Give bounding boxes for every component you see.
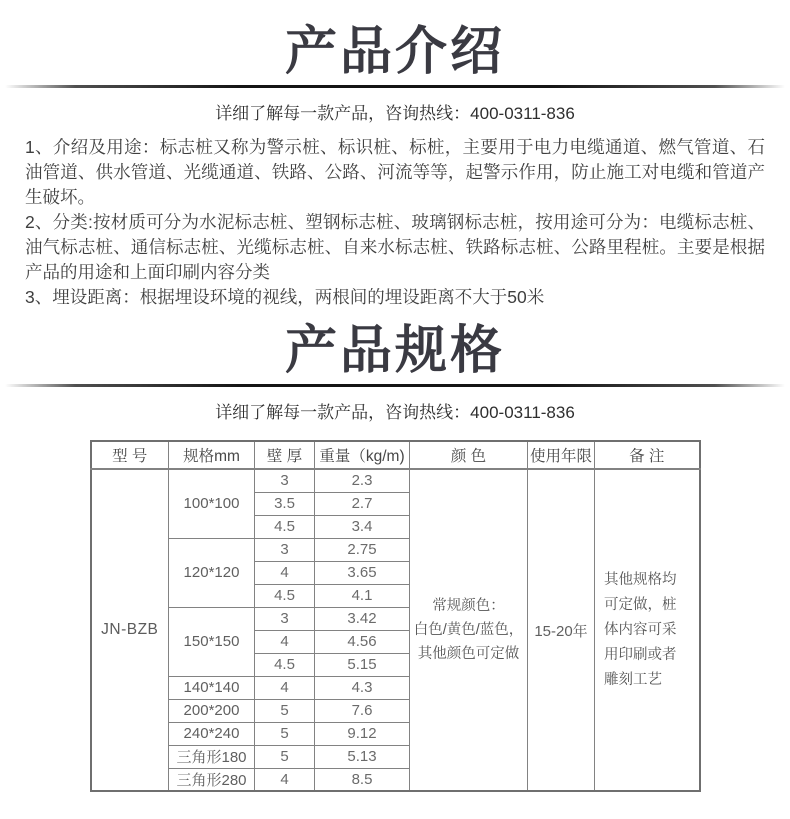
wall-cell: 3 — [255, 538, 315, 561]
weight-cell: 4.1 — [315, 584, 410, 607]
weight-cell: 3.4 — [315, 515, 410, 538]
table-row — [91, 469, 700, 492]
wall-cell: 5 — [255, 722, 315, 745]
wall-cell: 4.5 — [255, 515, 315, 538]
spec-cell: 100*100 — [169, 469, 255, 538]
specs-title: 产品规格 — [284, 322, 505, 380]
spec-cell: 三角形280 — [169, 768, 255, 791]
wall-cell: 3 — [255, 469, 315, 492]
intro-hotline: 详细了解每一款产品，咨询热线：400-0311-836 — [215, 104, 575, 123]
weight-cell: 5.13 — [315, 745, 410, 768]
weight-cell: 2.3 — [315, 469, 410, 492]
specs-hotline: 详细了解每一款产品，咨询热线：400-0311-836 — [215, 403, 575, 422]
wall-cell: 4.5 — [255, 653, 315, 676]
header-remark: 备 注 — [595, 441, 700, 469]
intro-title: 产品介绍 — [284, 23, 505, 81]
wall-cell: 4 — [255, 768, 315, 791]
remark-cell: 其他规格均可定做，桩体内容可采用印刷或者雕刻工艺 — [595, 469, 700, 791]
weight-cell: 3.42 — [315, 607, 410, 630]
weight-cell: 3.65 — [315, 561, 410, 584]
color-line: 常规颜色： — [432, 598, 505, 614]
weight-cell: 5.15 — [315, 653, 410, 676]
spec-cell: 150*150 — [169, 607, 255, 676]
header-model: 型 号 — [91, 441, 169, 469]
wall-cell: 4 — [255, 676, 315, 699]
spec-cell: 200*200 — [169, 699, 255, 722]
title-divider — [5, 384, 785, 387]
header-service-life: 使用年限 — [528, 441, 595, 469]
model-cell: JN-BZB — [91, 469, 169, 791]
title-divider — [5, 85, 785, 88]
intro-section — [0, 24, 790, 310]
color-line: 白色/黄色/蓝色， — [413, 622, 524, 638]
spec-table — [90, 440, 701, 792]
header-spec: 规格mm — [169, 441, 255, 469]
weight-cell: 2.75 — [315, 538, 410, 561]
header-wall-thickness: 壁 厚 — [255, 441, 315, 469]
weight-cell: 4.3 — [315, 676, 410, 699]
color-cell — [410, 469, 528, 791]
wall-cell: 5 — [255, 745, 315, 768]
wall-cell: 5 — [255, 699, 315, 722]
intro-paragraphs — [25, 135, 765, 310]
wall-cell: 3 — [255, 607, 315, 630]
wall-cell: 3.5 — [255, 492, 315, 515]
color-line: 其他颜色可定做 — [417, 646, 520, 662]
intro-paragraph-classification: 2、分类:按材质可分为水泥标志桩、塑钢标志桩、玻璃钢标志桩，按用途可分为：电缆标志桩、油气标志桩、通信标志桩、光缆标志桩、自来水标志桩、铁路标志桩、公路里程桩。主要是根据产品的用途和上面印刷内容分类 — [25, 212, 765, 282]
wall-cell: 4.5 — [255, 584, 315, 607]
weight-cell: 8.5 — [315, 768, 410, 791]
wall-cell: 4 — [255, 630, 315, 653]
weight-cell: 7.6 — [315, 699, 410, 722]
weight-cell: 4.56 — [315, 630, 410, 653]
spec-cell: 三角形180 — [169, 745, 255, 768]
spec-cell: 120*120 — [169, 538, 255, 607]
wall-cell: 4 — [255, 561, 315, 584]
intro-paragraph-usage: 1、介绍及用途：标志桩又称为警示桩、标识桩、标桩，主要用于电力电缆通道、燃气管道、石油管道、供水管道、光缆通道、铁路、公路、河流等等，起警示作用，防止施工对电缆和管道产生破坏。 — [25, 137, 765, 207]
weight-cell: 9.12 — [315, 722, 410, 745]
spec-cell: 240*240 — [169, 722, 255, 745]
service-life-cell: 15-20年 — [528, 469, 595, 791]
header-color: 颜 色 — [410, 441, 528, 469]
spec-cell: 140*140 — [169, 676, 255, 699]
specs-section — [0, 323, 790, 792]
intro-paragraph-burial-distance: 3、埋设距离：根据埋设环境的视线，两根间的埋设距离不大于50米 — [25, 287, 545, 307]
header-weight: 重量（kg/m) — [315, 441, 410, 469]
weight-cell: 2.7 — [315, 492, 410, 515]
table-header-row — [91, 441, 700, 469]
